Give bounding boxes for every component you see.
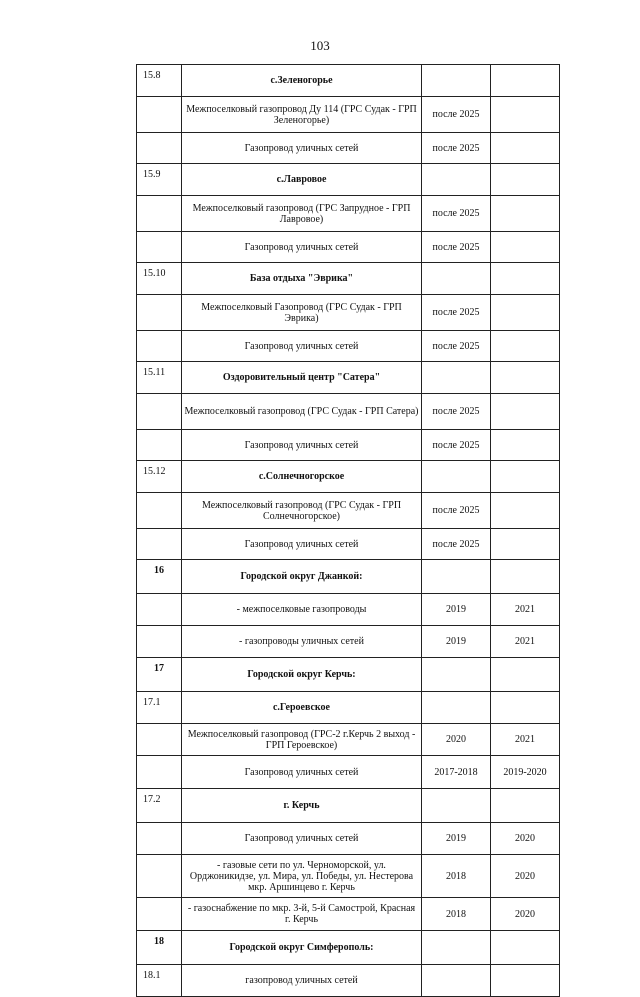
row-end-cell [491, 430, 560, 461]
table-row [137, 493, 560, 529]
row-name-cell: Газопровод уличных сетей [182, 232, 422, 263]
row-number-cell [137, 855, 182, 898]
row-end-cell: 2020 [491, 855, 560, 898]
row-end-cell [491, 493, 560, 529]
table-row [137, 658, 560, 692]
table-row [137, 295, 560, 331]
row-start-cell [422, 931, 491, 965]
row-start-cell: после 2025 [422, 331, 491, 362]
table-row [137, 560, 560, 594]
row-name-cell: Городской округ Керчь: [182, 658, 422, 692]
row-name-cell: Межпоселковый газопровод (ГРС-2 г.Керчь 2 выход - ГРП Героевское) [182, 724, 422, 756]
row-end-cell [491, 560, 560, 594]
row-start-cell: 2017-2018 [422, 756, 491, 789]
row-start-cell [422, 65, 491, 97]
row-end-cell [491, 965, 560, 997]
row-start-cell [422, 692, 491, 724]
row-end-cell: 2021 [491, 724, 560, 756]
row-end-cell: 2021 [491, 626, 560, 658]
row-number-cell [137, 232, 182, 263]
row-start-cell: после 2025 [422, 133, 491, 164]
row-end-cell [491, 789, 560, 823]
row-number-cell [137, 394, 182, 430]
table-row [137, 594, 560, 626]
table-row [137, 133, 560, 164]
row-start-cell [422, 965, 491, 997]
table-row [137, 724, 560, 756]
row-start-cell: после 2025 [422, 295, 491, 331]
row-name-cell: Городской округ Симферополь: [182, 931, 422, 965]
row-name-cell: газопровод уличных сетей [182, 965, 422, 997]
row-name-cell: с.Героевское [182, 692, 422, 724]
row-number-cell [137, 493, 182, 529]
row-end-cell [491, 65, 560, 97]
row-start-cell: 2019 [422, 626, 491, 658]
page-number: 103 [310, 38, 330, 53]
row-number-cell: 15.11 [137, 362, 182, 394]
row-start-cell [422, 560, 491, 594]
row-start-cell: 2018 [422, 855, 491, 898]
row-end-cell [491, 529, 560, 560]
row-number-cell: 17.2 [137, 789, 182, 823]
row-number-cell: 18 [137, 931, 182, 965]
row-end-cell [491, 461, 560, 493]
row-end-cell: 2019-2020 [491, 756, 560, 789]
row-number-cell [137, 133, 182, 164]
table-row [137, 196, 560, 232]
row-end-cell [491, 196, 560, 232]
row-number-cell: 15.8 [137, 65, 182, 97]
table-row [137, 65, 560, 97]
row-end-cell [491, 658, 560, 692]
table-row [137, 692, 560, 724]
row-start-cell [422, 362, 491, 394]
row-number-cell: 17 [137, 658, 182, 692]
table-row [137, 931, 560, 965]
row-end-cell: 2020 [491, 823, 560, 855]
row-name-cell: Газопровод уличных сетей [182, 133, 422, 164]
row-start-cell: 2019 [422, 594, 491, 626]
row-start-cell: 2019 [422, 823, 491, 855]
row-name-cell: Межпоселковый газопровод (ГРС Запрудное - ГРП Лавровое) [182, 196, 422, 232]
row-name-cell: - газоснабжение по мкр. 3-й, 5-й Самострой, Красная г. Керчь [182, 898, 422, 931]
row-number-cell [137, 594, 182, 626]
row-end-cell [491, 362, 560, 394]
gas-pipeline-table [136, 64, 560, 997]
row-number-cell: 18.1 [137, 965, 182, 997]
row-start-cell: после 2025 [422, 232, 491, 263]
row-start-cell: после 2025 [422, 529, 491, 560]
row-name-cell: Межпоселковый газопровод Ду 114 (ГРС Судак - ГРП Зеленогорье) [182, 97, 422, 133]
row-end-cell [491, 232, 560, 263]
row-name-cell: Межпоселковый газопровод (ГРС Судак - ГРП Сатера) [182, 394, 422, 430]
table-row [137, 97, 560, 133]
row-number-cell: 15.12 [137, 461, 182, 493]
row-number-cell [137, 529, 182, 560]
row-name-cell: Газопровод уличных сетей [182, 756, 422, 789]
row-number-cell: 15.10 [137, 263, 182, 295]
table-row [137, 529, 560, 560]
row-number-cell [137, 626, 182, 658]
row-end-cell [491, 263, 560, 295]
row-name-cell: - газопроводы уличных сетей [182, 626, 422, 658]
row-start-cell: после 2025 [422, 97, 491, 133]
table-row [137, 461, 560, 493]
row-name-cell: Оздоровительный центр "Сатера" [182, 362, 422, 394]
row-start-cell: после 2025 [422, 196, 491, 232]
table-row [137, 756, 560, 789]
table-row [137, 855, 560, 898]
row-end-cell [491, 97, 560, 133]
row-start-cell [422, 789, 491, 823]
row-start-cell: после 2025 [422, 493, 491, 529]
table-row [137, 430, 560, 461]
row-number-cell: 17.1 [137, 692, 182, 724]
table-row [137, 331, 560, 362]
row-name-cell: Газопровод уличных сетей [182, 331, 422, 362]
row-start-cell: после 2025 [422, 394, 491, 430]
row-number-cell [137, 295, 182, 331]
row-name-cell: с.Лавровое [182, 164, 422, 196]
row-number-cell [137, 898, 182, 931]
row-start-cell: после 2025 [422, 430, 491, 461]
row-name-cell: Межпоселковый газопровод (ГРС Судак - ГРП Солнечногорское) [182, 493, 422, 529]
table-row [137, 965, 560, 997]
table-row [137, 898, 560, 931]
row-number-cell [137, 196, 182, 232]
row-name-cell: г. Керчь [182, 789, 422, 823]
row-name-cell: Газопровод уличных сетей [182, 823, 422, 855]
row-name-cell: Газопровод уличных сетей [182, 529, 422, 560]
row-name-cell: Городской округ Джанкой: [182, 560, 422, 594]
row-name-cell: Газопровод уличных сетей [182, 430, 422, 461]
row-start-cell [422, 658, 491, 692]
table-row [137, 263, 560, 295]
table-row [137, 362, 560, 394]
row-end-cell [491, 394, 560, 430]
row-name-cell: - газовые сети по ул. Черноморской, ул. Орджоникидзе, ул. Мира, ул. Победы, ул. Нестерова мкр. Аршинцево г. Керчь [182, 855, 422, 898]
table-row [137, 394, 560, 430]
row-end-cell: 2021 [491, 594, 560, 626]
row-end-cell: 2020 [491, 898, 560, 931]
table-row [137, 626, 560, 658]
row-name-cell: с.Солнечногорское [182, 461, 422, 493]
row-start-cell [422, 164, 491, 196]
row-name-cell: - межпоселковые газопроводы [182, 594, 422, 626]
row-name-cell: Межпоселковый Газопровод (ГРС Судак - ГРП Эврика) [182, 295, 422, 331]
table-row [137, 232, 560, 263]
row-number-cell: 15.9 [137, 164, 182, 196]
row-end-cell [491, 164, 560, 196]
row-end-cell [491, 133, 560, 164]
row-end-cell [491, 331, 560, 362]
row-name-cell: с.Зеленогорье [182, 65, 422, 97]
table-row [137, 789, 560, 823]
row-end-cell [491, 931, 560, 965]
row-name-cell: База отдыха "Эврика" [182, 263, 422, 295]
row-start-cell [422, 461, 491, 493]
row-number-cell [137, 823, 182, 855]
row-number-cell: 16 [137, 560, 182, 594]
row-number-cell [137, 756, 182, 789]
row-number-cell [137, 331, 182, 362]
table-body [137, 65, 560, 997]
row-number-cell [137, 97, 182, 133]
row-start-cell: 2020 [422, 724, 491, 756]
row-end-cell [491, 692, 560, 724]
table-row [137, 823, 560, 855]
row-end-cell [491, 295, 560, 331]
row-number-cell [137, 724, 182, 756]
row-start-cell [422, 263, 491, 295]
row-number-cell [137, 430, 182, 461]
table-row [137, 164, 560, 196]
row-start-cell: 2018 [422, 898, 491, 931]
